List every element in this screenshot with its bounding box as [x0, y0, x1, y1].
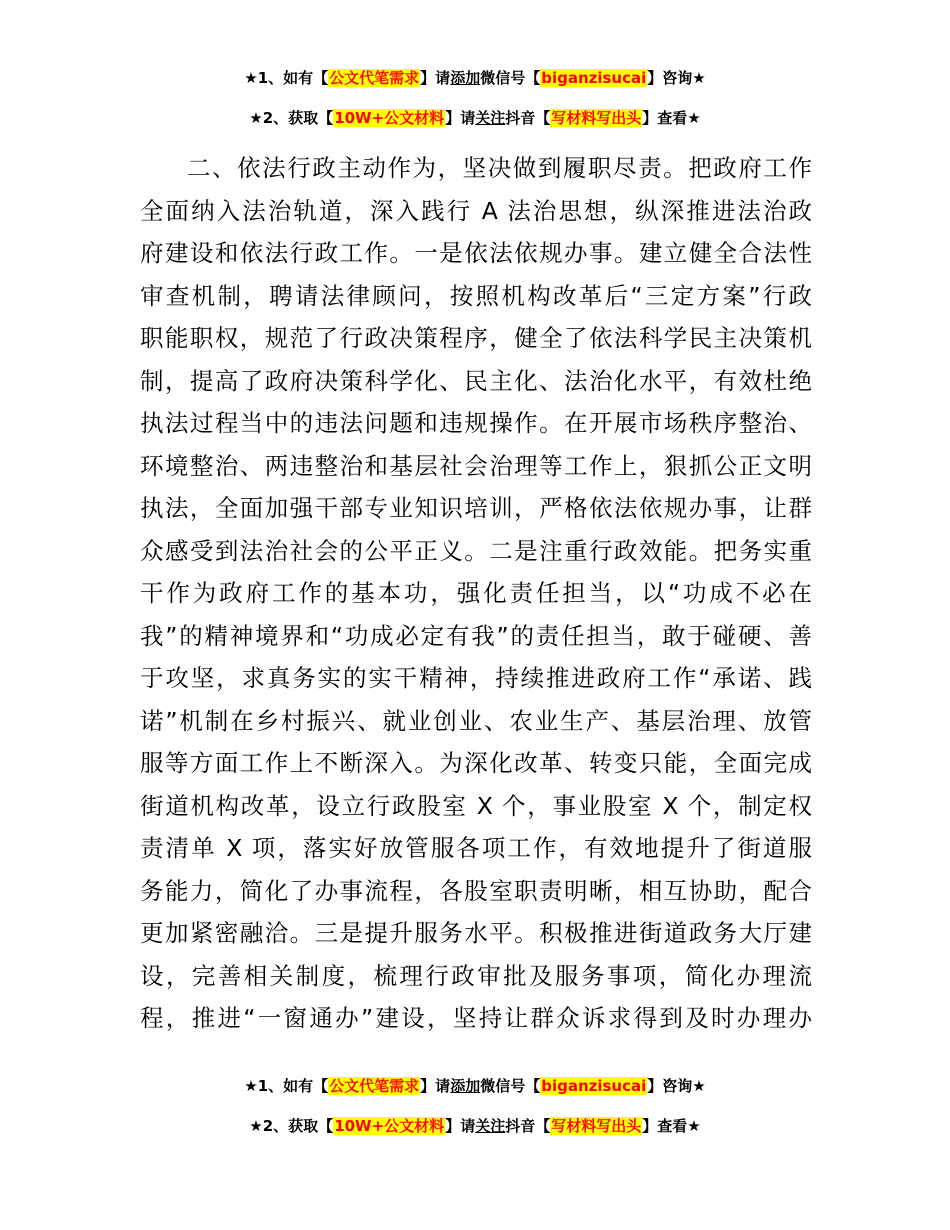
banner-text: 】请: [420, 1077, 451, 1095]
banner-highlight-douyin: 写材料写出头: [551, 1117, 642, 1135]
paragraph-line: 更加紧密融洽。三是提升服务水平。积极推进街道政务大厅建: [140, 919, 812, 947]
banner-suffix: 】咨询★: [647, 69, 706, 87]
banner-suffix: 】咨询★: [647, 1077, 706, 1095]
banner-prefix: ★1、如有【: [244, 69, 329, 87]
paragraph-line: 设，完善相关制度，梳理行政审批及服务事项，简化办理流: [140, 961, 812, 990]
paragraph-line: 我”的精神境界和“功成必定有我”的责任担当，敢于碰硬、善: [140, 621, 812, 650]
banner-emphasis: 添加: [450, 1077, 481, 1095]
banner-text: 】请: [445, 1117, 476, 1135]
paragraph-line: 街道机构改革，设立行政股室 X 个，事业股室 X 个，制定权: [140, 791, 812, 820]
ad-banner-top-line-1: [0, 64, 950, 92]
banner-highlight-wechat-id: biganzisucai: [541, 69, 647, 87]
banner-prefix: ★2、获取【: [249, 109, 334, 127]
banner-suffix: 】查看★: [642, 109, 701, 127]
banner-prefix: ★1、如有【: [244, 1077, 329, 1095]
banner-text: 】请: [420, 69, 451, 87]
ad-banner-bottom-line-2: [0, 1112, 950, 1140]
banner-emphasis: 添加: [450, 69, 481, 87]
banner-highlight-materials: 10W+公文材料: [334, 1117, 445, 1135]
ad-banner-bottom-line-1: [0, 1072, 950, 1100]
banner-emphasis: 关注: [475, 109, 506, 127]
banner-highlight-douyin: 写材料写出头: [551, 109, 642, 127]
banner-text: 微信号【: [480, 69, 541, 87]
paragraph-line: 责清单 X 项，落实好放管服各项工作，有效地提升了街道服: [140, 834, 812, 862]
paragraph-line: 环境整治、两违整治和基层社会治理等工作上，狠抓公正文明: [140, 451, 812, 480]
paragraph-line: 干作为政府工作的基本功，强化责任担当，以“功成不必在: [140, 579, 812, 607]
banner-text: 抖音【: [505, 1117, 551, 1135]
document-body: [140, 147, 812, 1040]
banner-highlight-materials: 10W+公文材料: [334, 109, 445, 127]
ad-banner-top-line-2: [0, 104, 950, 132]
banner-text: 抖音【: [505, 109, 551, 127]
banner-highlight-service: 公文代笔需求: [329, 69, 420, 87]
paragraph-line: 于攻坚，求真务实的实干精神，持续推进政府工作“承诺、践: [140, 664, 812, 692]
paragraph-line: 务能力，简化了办事流程，各股室职责明晰，相互协助，配合: [140, 876, 812, 905]
paragraph-line: 服等方面工作上不断深入。为深化改革、转变只能，全面完成: [140, 749, 812, 777]
paragraph-line: 程，推进“一窗通办”建设，坚持让群众诉求得到及时办理办: [140, 1004, 812, 1032]
paragraph-line: 执法过程当中的违法问题和违规操作。在开展市场秩序整治、: [140, 409, 812, 437]
paragraph-line: 全面纳入法治轨道，深入践行 A 法治思想，纵深推进法治政: [140, 196, 812, 225]
banner-highlight-service: 公文代笔需求: [329, 1077, 420, 1095]
paragraph-line: 职能职权，规范了行政决策程序，健全了依法科学民主决策机: [140, 324, 812, 352]
paragraph-line: 二、依法行政主动作为，坚决做到履职尽责。把政府工作: [187, 154, 812, 182]
paragraph-line: 制，提高了政府决策科学化、民主化、法治化水平，有效杜绝: [140, 366, 812, 395]
banner-prefix: ★2、获取【: [249, 1117, 334, 1135]
banner-text: 】请: [445, 109, 476, 127]
paragraph-line: 执法，全面加强干部专业知识培训，严格依法依规办事，让群: [140, 494, 812, 522]
paragraph-line: 府建设和依法行政工作。一是依法依规办事。建立健全合法性: [140, 239, 812, 267]
paragraph-line: 诺”机制在乡村振兴、就业创业、农业生产、基层治理、放管: [140, 706, 812, 735]
paragraph-line: 审查机制，聘请法律顾问，按照机构改革后“三定方案”行政: [140, 281, 812, 310]
banner-text: 微信号【: [480, 1077, 541, 1095]
banner-suffix: 】查看★: [642, 1117, 701, 1135]
banner-highlight-wechat-id: biganzisucai: [541, 1077, 647, 1095]
paragraph-line: 众感受到法治社会的公平正义。二是注重行政效能。把务实重: [140, 536, 812, 565]
banner-emphasis: 关注: [475, 1117, 506, 1135]
